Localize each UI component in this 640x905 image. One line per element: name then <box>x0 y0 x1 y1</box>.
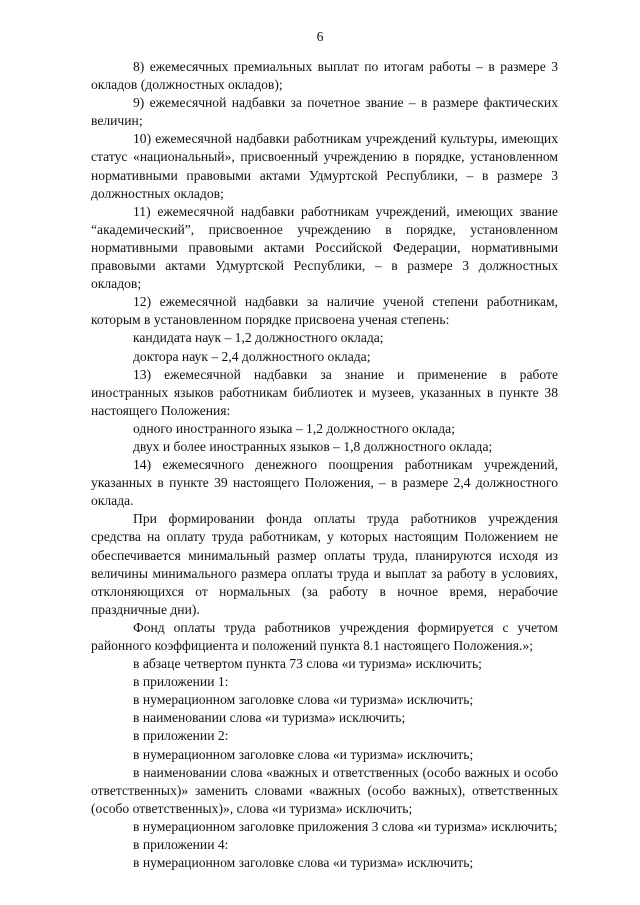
paragraph-appendix-4-header: в нумерационном заголовке слова «и туризма» исключить; <box>133 855 474 871</box>
paragraph-appendix-2-title: в наименовании слова «важных и ответственных (особо важных и особо ответственных)» заменить словами «важных (особо важных), ответственных (особо ответственных)», слова «и туризма» исключить; <box>91 764 558 816</box>
paragraph-item-13: 13) ежемесячной надбавки за знание и применение в работе иностранных языков работникам библиотек и музеев, указанных в пункте 38 настоящего Положения: <box>91 366 558 418</box>
document-body <box>91 58 558 872</box>
paragraph-candidate-degree: кандидата наук – 1,2 должностного оклада; <box>133 330 384 346</box>
paragraph-appendix-4: в приложении 4: <box>133 837 229 853</box>
paragraph-item-73: в абзаце четвертом пункта 73 слова «и туризма» исключить; <box>133 656 482 672</box>
paragraph-item-8: 8) ежемесячных премиальных выплат по итогам работы – в размере 3 окладов (должностных окладов); <box>91 59 558 93</box>
paragraph-appendix-3-header: в нумерационном заголовке приложения 3 слова «и туризма» исключить; <box>133 818 558 834</box>
paragraph-appendix-1-header: в нумерационном заголовке слова «и туризма» исключить; <box>133 692 474 708</box>
page-number: 6 <box>316 29 324 44</box>
paragraph-item-10: 10) ежемесячной надбавки работникам учреждений культуры, имеющих статус «национальный», присвоенный учреждению в порядке, установленном нормативными правовыми актами Удмуртской Республики, – в размере 3 должностных окладов; <box>91 131 558 201</box>
paragraph-appendix-1-title: в наименовании слова «и туризма» исключить; <box>133 710 406 726</box>
paragraph-item-14: 14) ежемесячного денежного поощрения работникам учреждений, указанных в пункте 39 настоящего Положения, – в размере 2,4 должностного оклада. <box>91 457 558 509</box>
paragraph-appendix-2: в приложении 2: <box>133 728 229 744</box>
paragraph-doctor-degree: доктора наук – 2,4 должностного оклада; <box>133 348 371 364</box>
paragraph-appendix-1: в приложении 1: <box>133 674 229 690</box>
paragraph-item-9: 9) ежемесячной надбавки за почетное звание – в размере фактических величин; <box>91 95 558 129</box>
paragraph-minimum-wage: При формировании фонда оплаты труда работников учреждения средства на оплату труда работникам, у которых настоящим Положением не обеспечивается минимальный размер оплаты труда, планируются исходя из величины минимального размера оплаты труда и выплат за работу в условиях, отклоняющихся от нормальных (за работу в ночное время, нерабочие праздничные дни). <box>91 511 558 617</box>
paragraph-item-12: 12) ежемесячной надбавки за наличие ученой степени работникам, которым в установленном порядке присвоена ученая степень: <box>91 294 558 328</box>
paragraph-item-11: 11) ежемесячной надбавки работникам учреждений, имеющих звание “академический”, присвоенное учреждению в порядке, установленном нормативными правовыми актами Российской Федерации, нормативными правовыми актами Удмуртской Республики, – в размере 3 должностных окладов; <box>91 203 558 292</box>
paragraph-appendix-2-header: в нумерационном заголовке слова «и туризма» исключить; <box>133 746 474 762</box>
paragraph-one-language: одного иностранного языка – 1,2 должностного оклада; <box>133 420 455 436</box>
paragraph-two-languages: двух и более иностранных языков – 1,8 должностного оклада; <box>133 438 493 454</box>
paragraph-wage-fund: Фонд оплаты труда работников учреждения формируется с учетом районного коэффициента и положений пункта 8.1 настоящего Положения.»; <box>91 619 558 653</box>
